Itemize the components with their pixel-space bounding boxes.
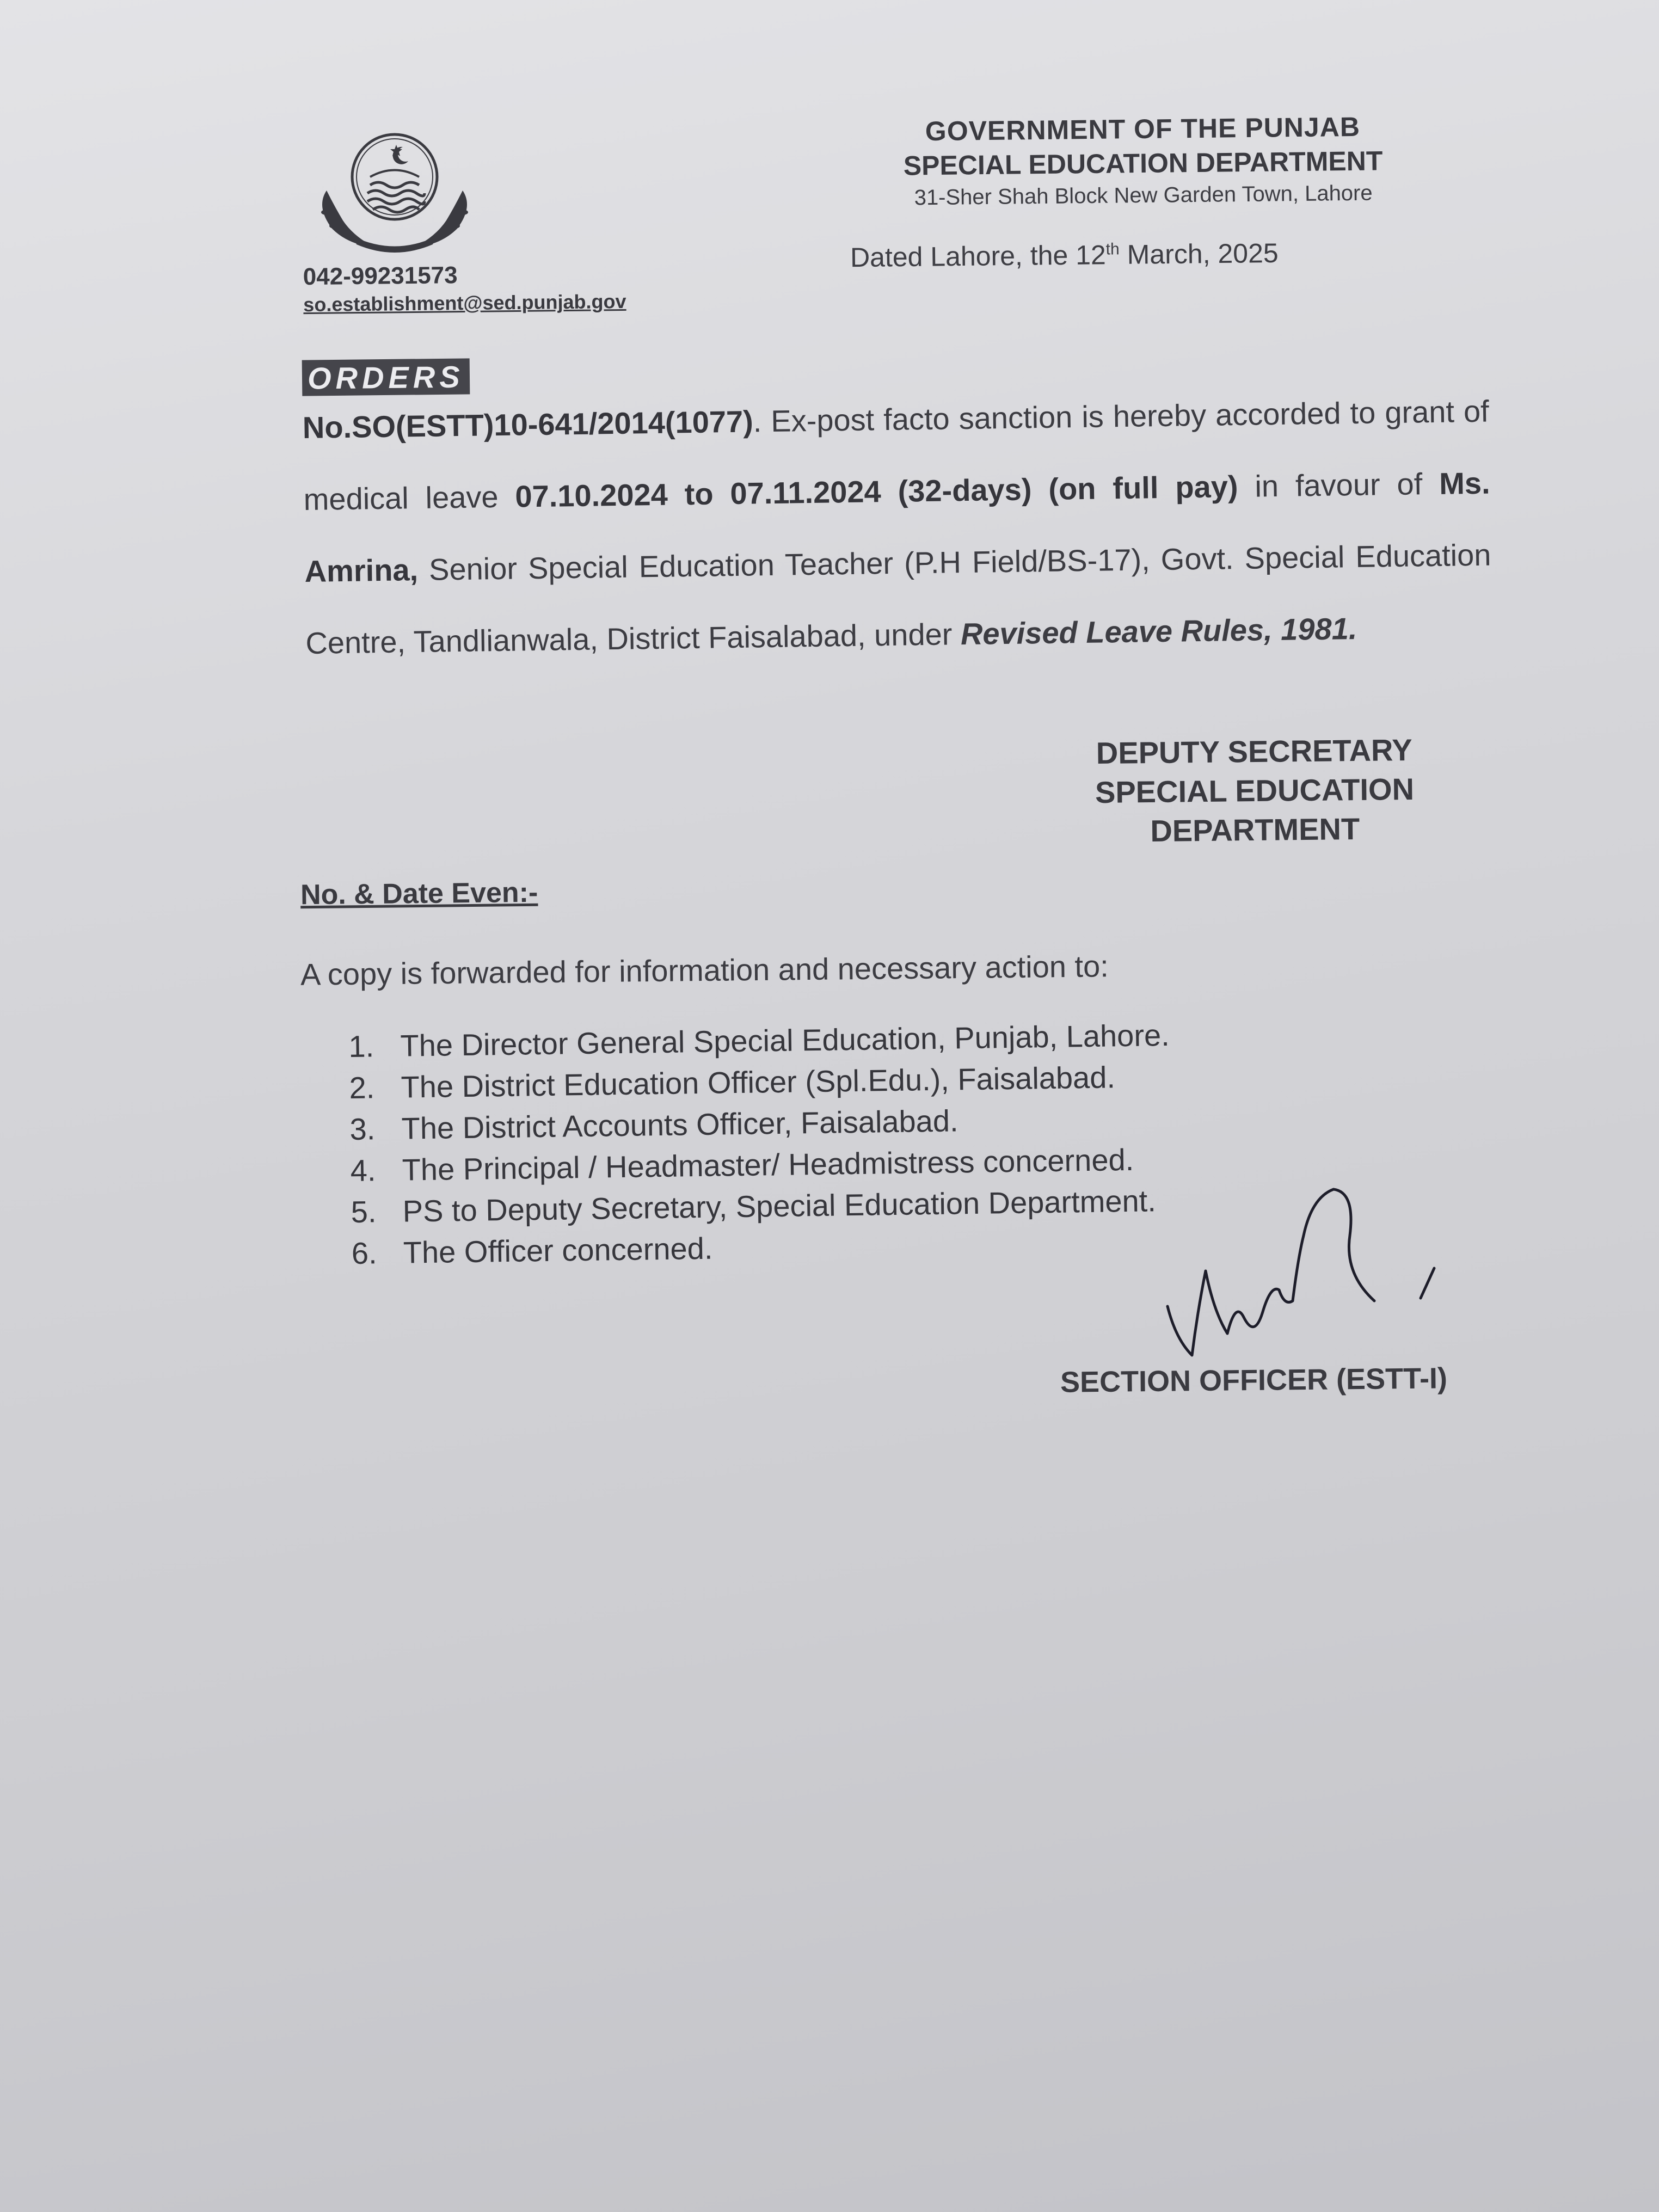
phone-number: 042-99231573 [303,262,458,291]
order-text-2: in favour of [1238,466,1440,504]
order-reference-number: No.SO(ESTT)10-641/2014(1077) [302,404,754,445]
list-item-number: 1. [348,1029,374,1064]
punjab-government-emblem-icon [305,125,484,261]
employee-name: Ms. Amrina, [304,465,1490,588]
list-item-number: 4. [350,1153,376,1188]
orders-heading: ORDERS [302,358,470,396]
list-item-number: 2. [349,1070,375,1105]
letterhead [816,108,1470,214]
order-text-1: . Ex-post facto sanction is hereby accorded to grant of medical leave [303,394,1490,517]
deputy-line-1: DEPUTY SECRETARY [1096,732,1412,771]
recipient-list [348,1015,1172,1274]
copy-forward-intro: A copy is forwarded for information and necessary action to: [300,949,1109,992]
deputy-line-3: DEPARTMENT [1150,811,1360,849]
department-title: SPECIAL EDUCATION DEPARTMENT [903,145,1383,181]
government-title: GOVERNMENT OF THE PUNJAB [925,111,1361,147]
list-item-text: The District Education Officer (Spl.Edu.), Faisalabad. [401,1060,1116,1104]
order-text-3: Senior Special Education Teacher (P.H Field/BS-17), Govt. Special Education Centre, Tandlianwala, District Faisalabad, under [305,537,1491,660]
deputy-secretary-signatory [1036,730,1473,852]
department-address: 31-Sher Shah Block New Garden Town, Lahore [914,181,1373,210]
section-officer-signatory: SECTION OFFICER (ESTT-I) [1060,1362,1448,1399]
list-item-number: 3. [349,1111,376,1146]
no-date-even-heading: No. & Date Even:- [300,876,538,911]
date-rest: March, 2025 [1119,237,1279,270]
date-suffix: th [1105,240,1120,259]
list-item-text: The District Accounts Officer, Faisalabad. [401,1103,958,1146]
contact-info [303,259,626,317]
list-item-text: PS to Deputy Secretary, Special Education Department. [402,1183,1157,1228]
order-paragraph [302,376,1492,679]
date-prefix: Dated Lahore, the 12 [850,239,1107,273]
list-item-text: The Director General Special Education, Punjab, Lahore. [400,1017,1170,1063]
list-item-text: The Principal / Headmaster/ Headmistress concerned. [402,1142,1134,1187]
date-line [850,237,1279,273]
email-address: so.establishment@sed.punjab.gov [303,290,626,316]
leave-rules: Revised Leave Rules, 1981. [960,611,1357,652]
list-item-text: The Officer concerned. [403,1231,713,1270]
deputy-line-2: SPECIAL EDUCATION [1095,771,1415,810]
list-item-number: 5. [351,1194,377,1229]
handwritten-signature-icon [1154,1176,1459,1382]
list-item-number: 6. [351,1236,377,1270]
leave-period: 07.10.2024 to 07.11.2024 (32-days) (on full pay) [515,469,1238,514]
